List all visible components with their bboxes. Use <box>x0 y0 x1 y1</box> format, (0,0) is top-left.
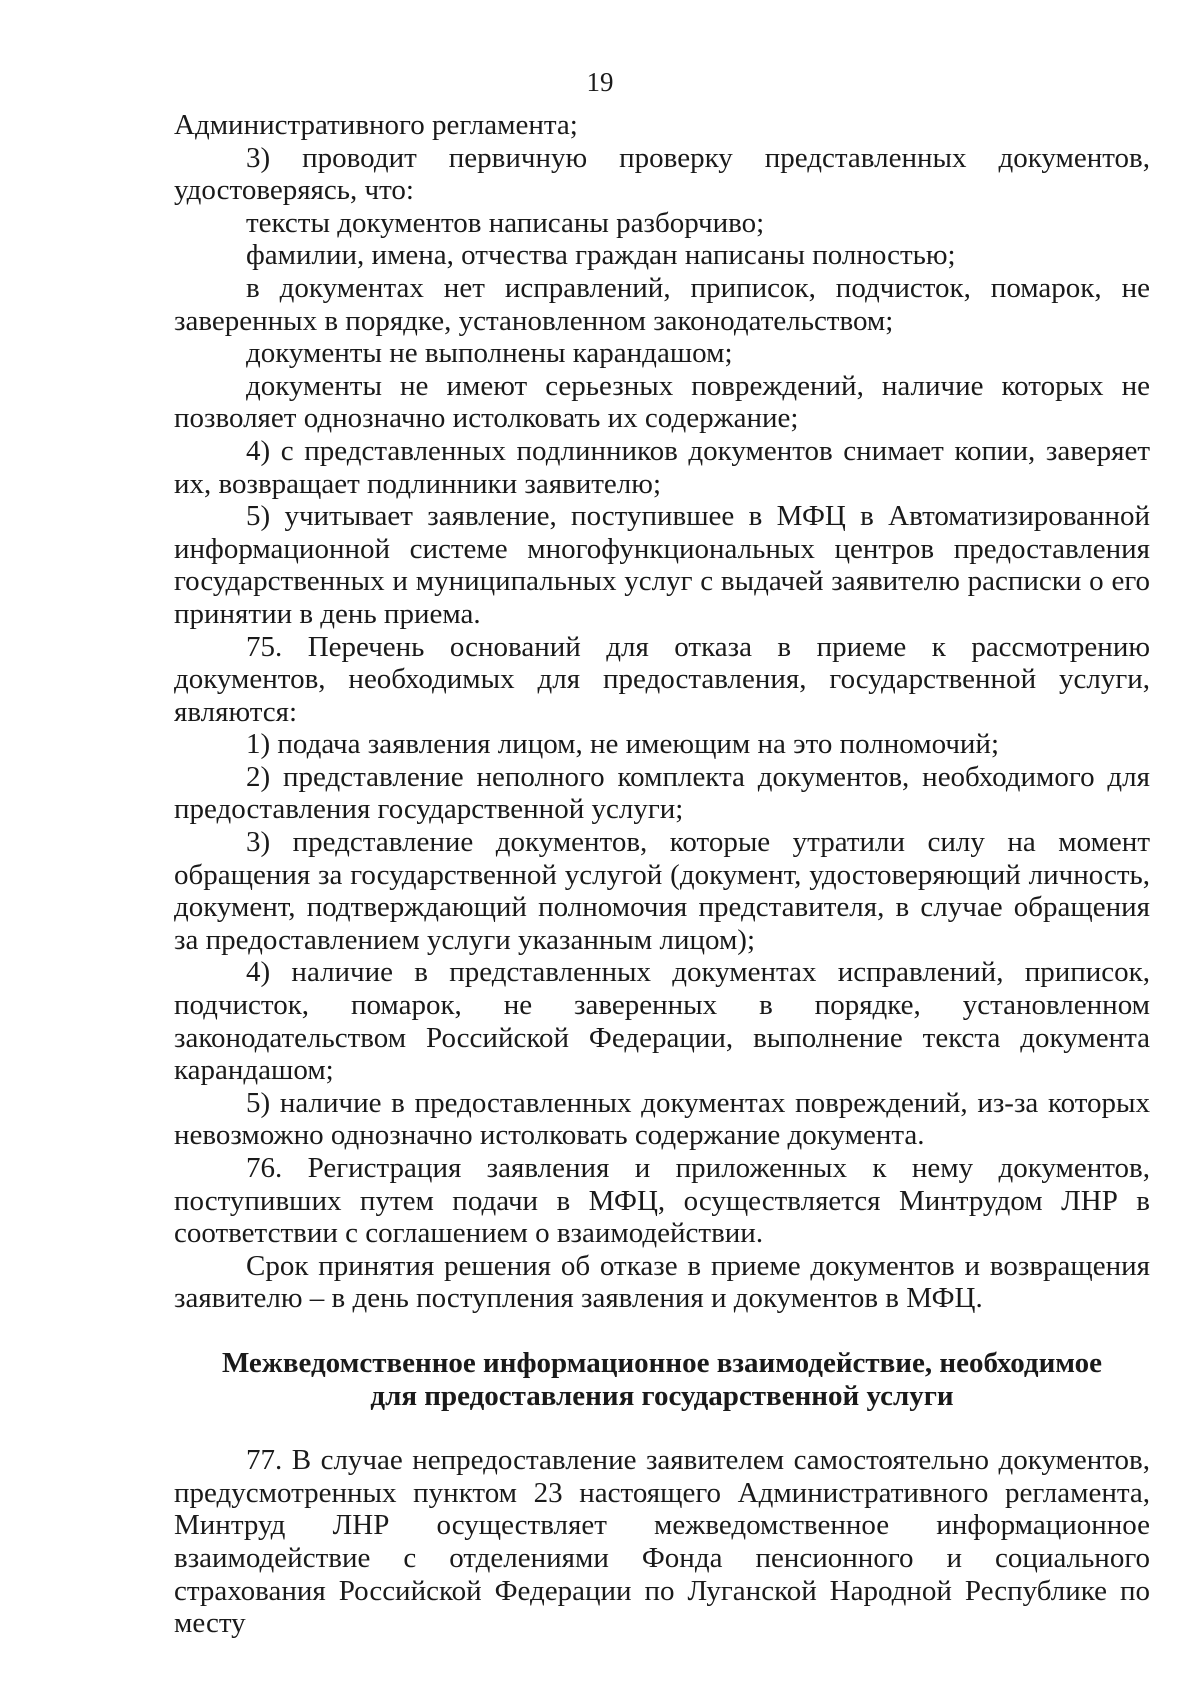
paragraph-not-pencil: документы не выполнены карандашом; <box>246 337 733 370</box>
paragraph-item-3-check: 3) проводит первичную проверку представленных документов, удостоверяясь, что: <box>174 141 1150 207</box>
paragraph-75-item-3: 3) представление документов, которые утратили силу на момент обращения за государственной услугой (документ, удостоверяющий личность, документ, подтверждающий полномочия представителя, в случае обращения за предоставлением услуги указанным лицом); <box>174 826 1150 956</box>
section-heading-line-2: для предоставления государственной услуги <box>370 1379 954 1412</box>
spacer <box>174 1315 1150 1347</box>
paragraph-regulation-end: Административного регламента; <box>174 109 578 141</box>
paragraph-75-item-4: 4) наличие в представленных документах исправлений, приписок, подчисток, помарок, не заверенных в порядке, установленном законодательством Российской Федерации, выполнение текста документа карандашом; <box>174 956 1150 1087</box>
paragraph-75-item-5: 5) наличие в предоставленных документах повреждений, из-за которых невозможно однозначно истолковать содержание документа. <box>174 1086 1150 1152</box>
section-heading-line-1: Межведомственное информационное взаимодействие, необходимое <box>221 1346 1103 1379</box>
paragraph-75-item-2: 2) представление неполного комплекта документов, необходимого для предоставления государственной услуги; <box>174 760 1150 826</box>
page-number: 19 <box>586 67 614 97</box>
paragraph-77-interagency: 77. В случае непредоставление заявителем самостоятельно документов, предусмотренных пунктом 23 настоящего Административного регламента, Минтруд ЛНР осуществляет межведомственное информационное взаимодействие с отделениями Фонда пенсионного и социального страхования Российской Федерации по Луганской Народной Республике по месту <box>174 1444 1150 1640</box>
paragraph-texts-legible: тексты документов написаны разборчиво; <box>246 206 765 239</box>
paragraph-item-5-register: 5) учитывает заявление, поступившее в МФЦ в Автоматизированной информационной системе многофункциональных центров предоставления государственных и муниципальных услуг с выдачей заявителю расписки о его принятии в день приема. <box>174 500 1150 630</box>
paragraph-75-grounds: 75. Перечень оснований для отказа в приеме к рассмотрению документов, необходимых для предоставления, государственной услуги, являются: <box>174 630 1150 728</box>
paragraph-names-full: фамилии, имена, отчества граждан написаны полностью; <box>246 239 956 272</box>
document-body <box>174 109 1150 1640</box>
paragraph-no-corrections: в документах нет исправлений, приписок, подчисток, помарок, не заверенных в порядке, установленном законодательством; <box>174 271 1150 337</box>
spacer <box>174 1412 1150 1444</box>
paragraph-75-item-1: 1) подача заявления лицом, не имеющим на это полномочий; <box>246 728 1000 761</box>
paragraph-no-damage: документы не имеют серьезных повреждений, наличие которых не позволяет однозначно истолковать их содержание; <box>174 369 1150 435</box>
paragraph-76-registration: 76. Регистрация заявления и приложенных к нему документов, поступивших путем подачи в МФЦ, осуществляется Минтрудом ЛНР в соответствии с соглашением о взаимодействии. <box>174 1152 1150 1250</box>
paragraph-refusal-term: Срок принятия решения об отказе в приеме документов и возвращения заявителю – в день поступления заявления и документов в МФЦ. <box>174 1249 1150 1315</box>
paragraph-item-4-copies: 4) с представленных подлинников документов снимает копии, заверяет их, возвращает подлинники заявителю; <box>174 434 1150 500</box>
